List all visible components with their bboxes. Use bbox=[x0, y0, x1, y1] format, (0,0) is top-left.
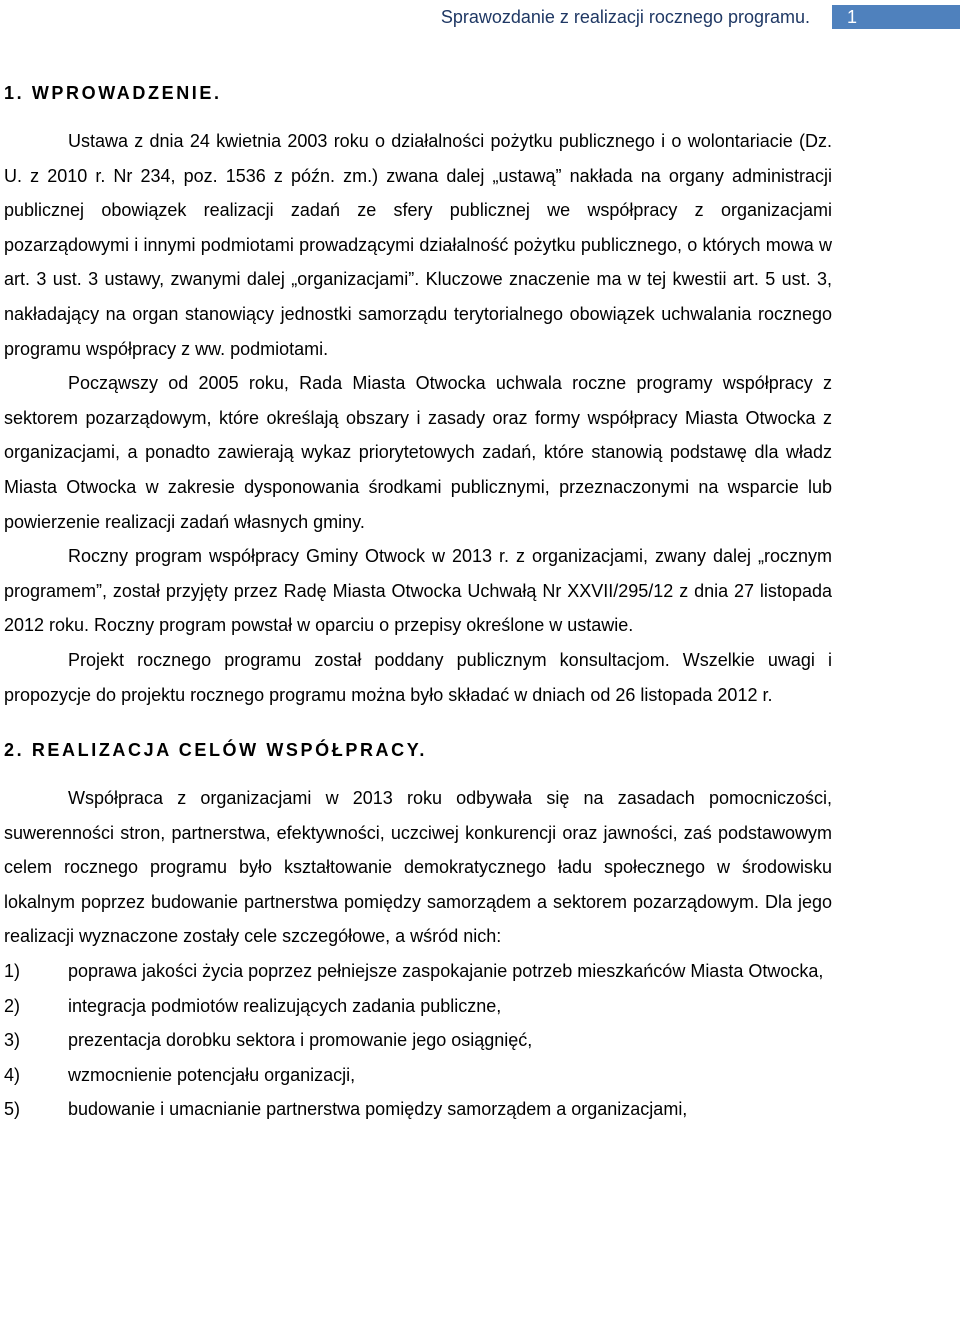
paragraph: Począwszy od 2005 roku, Rada Miasta Otwocka uchwala roczne programy współpracy z sektorem pozarządowym, które określają obszary i zasady oraz formy współpracy Miasta Otwocka z organizacjami, a ponadto zawierają wykaz priorytetowych zadań, które stanowią podstawę dla władz Miasta Otwocka w zakresie dysponowania środkami publicznymi, przeznaczonymi na wsparcie lub powierzenie realizacji zadań własnych gminy. bbox=[4, 373, 832, 532]
page-header bbox=[441, 5, 960, 29]
list-item bbox=[4, 1023, 832, 1058]
paragraph: Roczny program współpracy Gminy Otwock w 2013 r. z organizacjami, zwany dalej „rocznym programem”, został przyjęty przez Radę Miasta Otwocka Uchwałą Nr XXVII/295/12 z dnia 27 listopada 2012 roku. Roczny program powstał w oparciu o przepisy określone w ustawie. bbox=[4, 546, 832, 636]
paragraph: Ustawa z dnia 24 kwietnia 2003 roku o działalności pożytku publicznego i o wolontariacie (Dz. U. z 2010 r. Nr 234, poz. 1536 z późn. zm.) zwana dalej „ustawą” nakłada na organy administracji publicznej obowiązek realizacji zadań ze sfery publicznej we współpracy z organizacjami pozarządowymi i innymi podmiotami prowadzącymi działalność pożytku publicznego, o których mowa w art. 3 ust. 3 ustawy, zwanymi dalej „organizacjami”. Kluczowe znaczenie ma w tej kwestii art. 5 ust. 3, nakładający na organ stanowiący jednostki samorządu terytorialnego obowiązek uchwalania rocznego programu współpracy z ww. podmiotami. bbox=[4, 131, 832, 359]
list-item-number: 1) bbox=[4, 961, 21, 982]
page-number: 1 bbox=[847, 6, 858, 27]
list-item-text: integracja podmiotów realizujących zadania publiczne, bbox=[68, 995, 502, 1016]
goals-list bbox=[4, 954, 832, 1127]
list-item-text: prezentacja dorobku sektora i promowanie jego osiągnięć, bbox=[68, 1030, 533, 1051]
list-item-number: 3) bbox=[4, 1030, 21, 1051]
list-item-text: wzmocnienie potencjału organizacji, bbox=[68, 1064, 356, 1085]
list-item-number: 5) bbox=[4, 1099, 21, 1120]
header-title: Sprawozdanie z realizacji rocznego programu. bbox=[440, 6, 810, 27]
section-heading-goals: 2. REALIZACJA CELÓW WSPÓŁPRACY. bbox=[4, 740, 427, 761]
list-item-text: poprawa jakości życia poprzez pełniejsze zaspokajanie potrzeb mieszkańców Miasta Otwocka, bbox=[68, 961, 824, 982]
list-item-number: 4) bbox=[4, 1064, 21, 1085]
list-item bbox=[4, 954, 832, 989]
section-heading-introduction: 1. WPROWADZENIE. bbox=[4, 83, 222, 103]
list-item-number: 2) bbox=[4, 995, 21, 1016]
paragraph: Projekt rocznego programu został poddany publicznym konsultacjom. Wszelkie uwagi i propozycje do projektu rocznego programu można było składać w dniach od 26 listopada 2012 r. bbox=[4, 649, 832, 705]
page-number-box bbox=[832, 5, 960, 29]
list-item-text: budowanie i umacnianie partnerstwa pomiędzy samorządem a organizacjami, bbox=[68, 1099, 688, 1120]
list-item bbox=[4, 989, 832, 1024]
paragraph: Współpraca z organizacjami w 2013 roku odbywała się na zasadach pomocniczości, suwerenności stron, partnerstwa, efektywności, uczciwej konkurencji oraz jawności, zaś podstawowym celem rocznego programu było kształtowanie demokratycznego ładu społecznego w środowisku lokalnym poprzez budowanie partnerstwa pomiędzy samorządem a sektorem pozarządowym. Dla jego realizacji wyznaczone zostały cele szczegółowe, a wśród nich: bbox=[4, 788, 832, 947]
list-item bbox=[4, 1092, 832, 1127]
document-body bbox=[4, 76, 832, 1127]
list-item bbox=[4, 1058, 832, 1093]
